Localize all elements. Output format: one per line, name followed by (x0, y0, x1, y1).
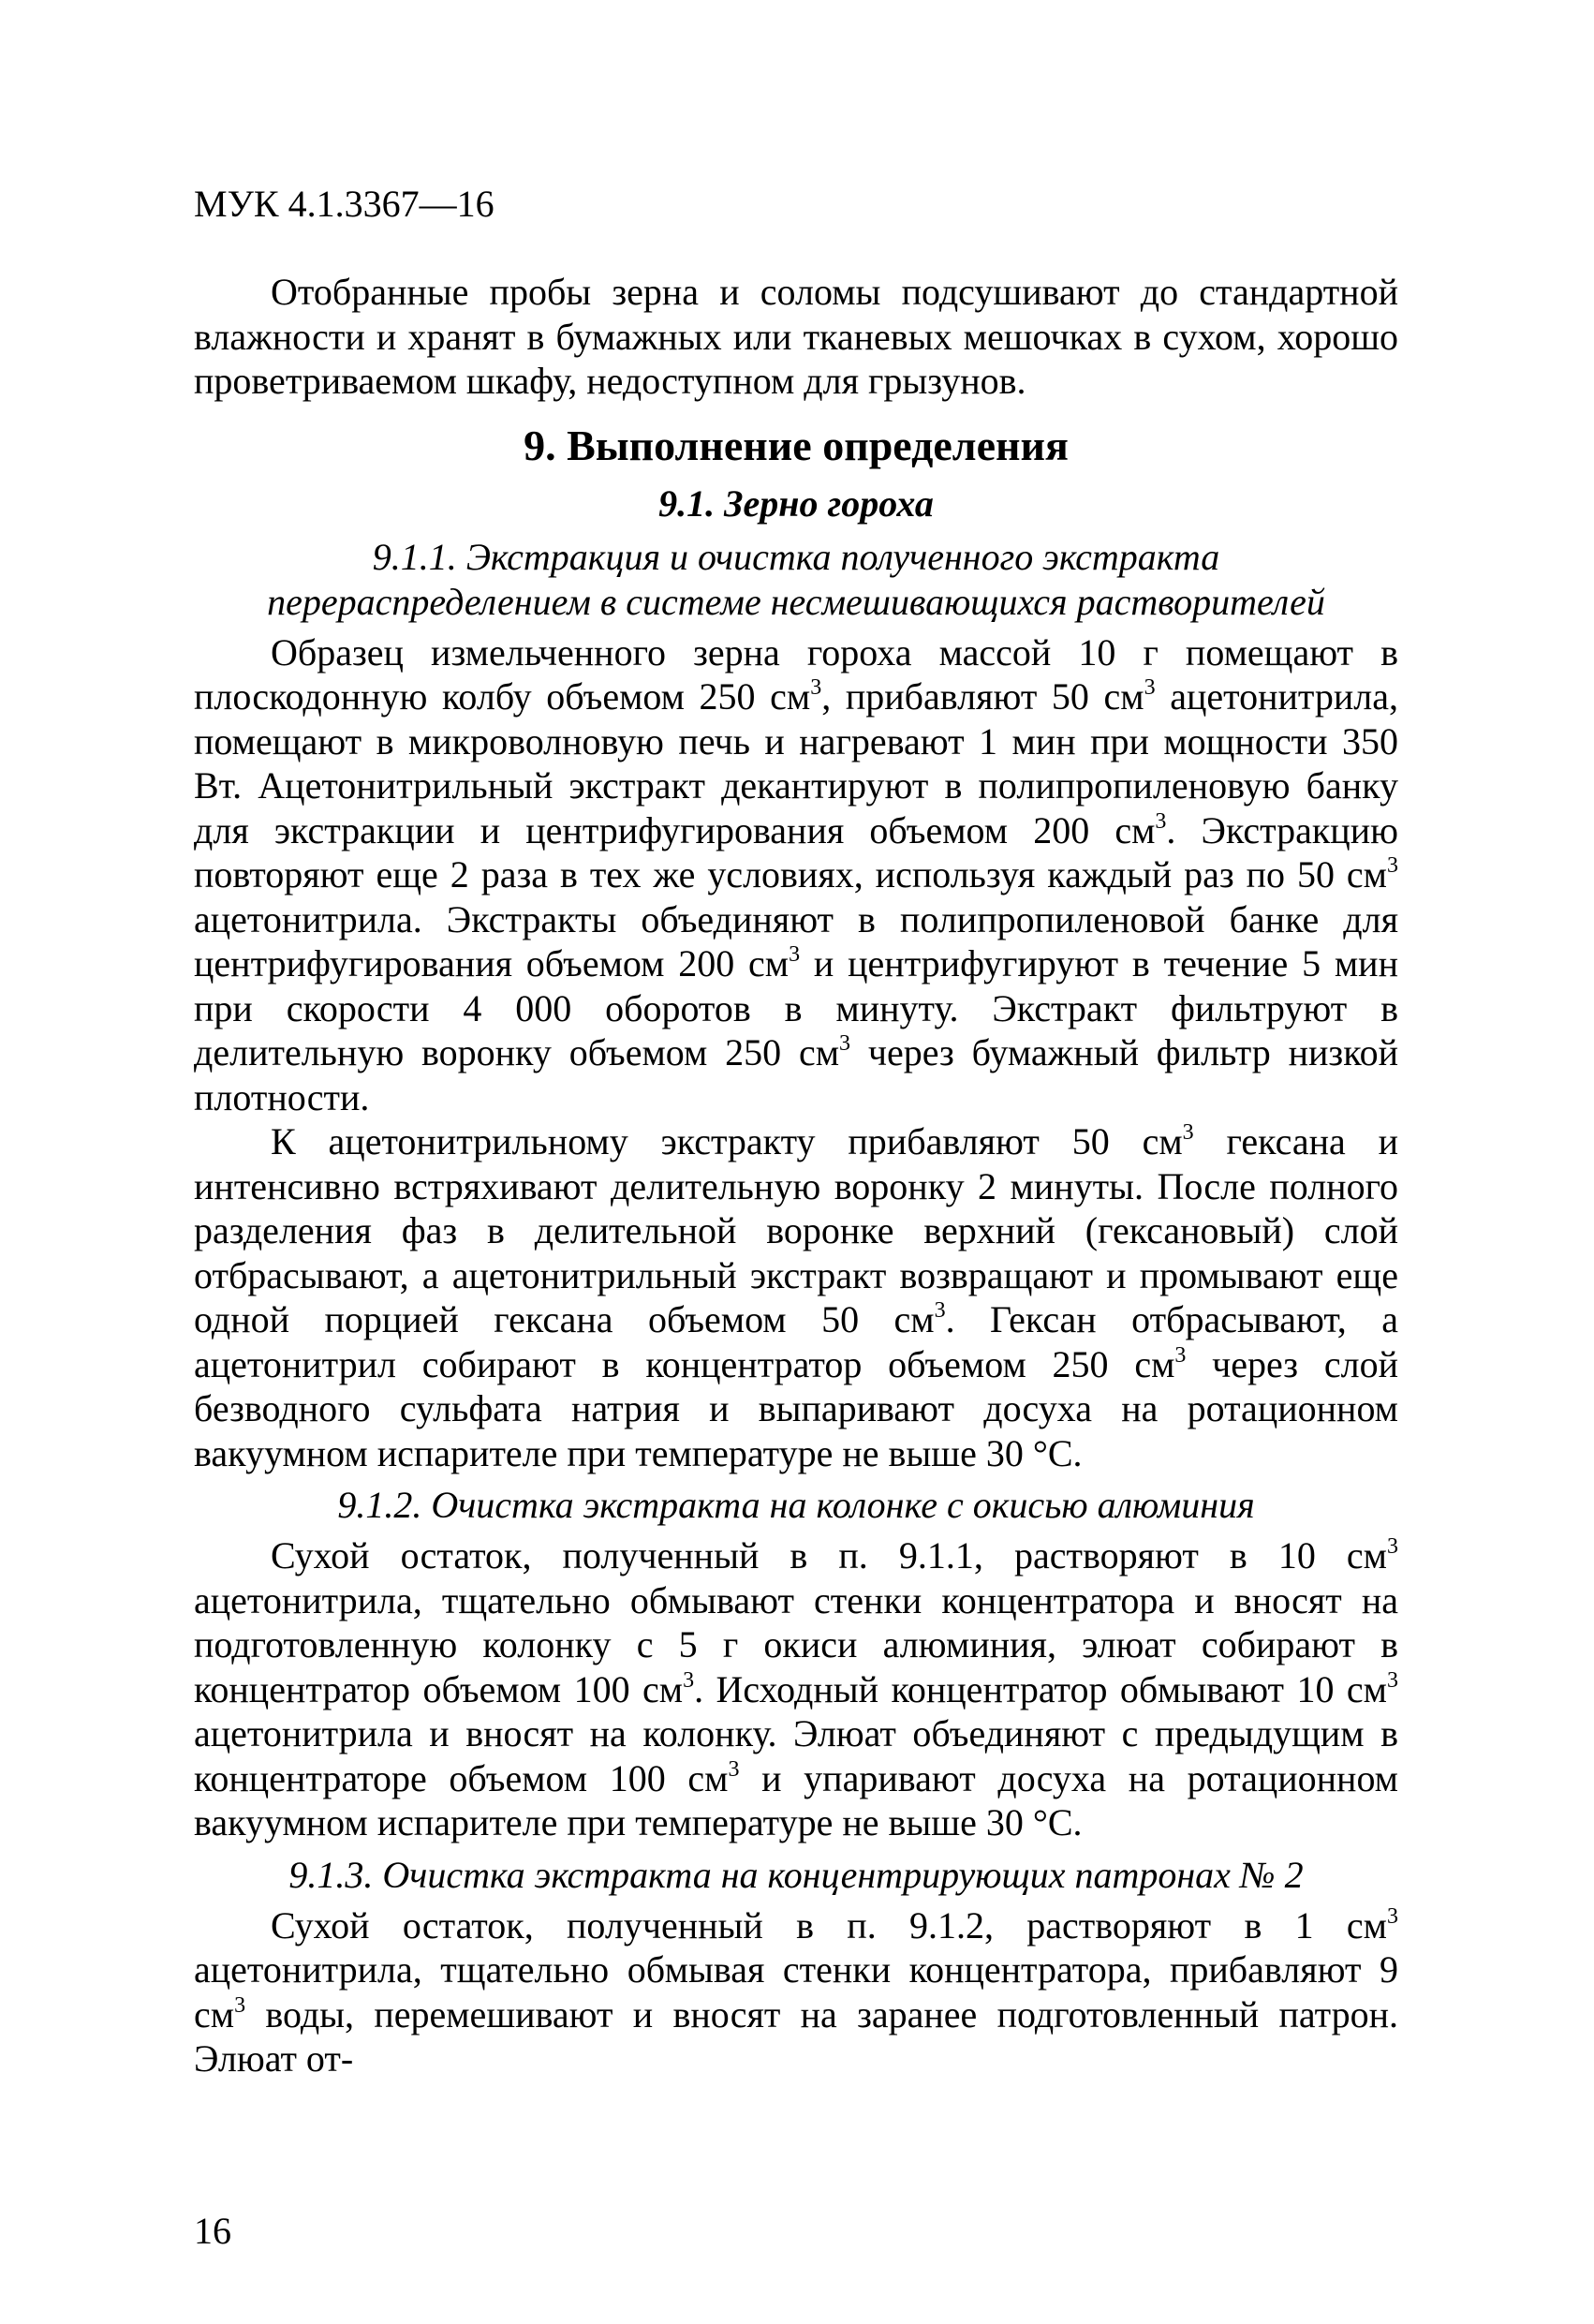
text-run: К ацетонитрильному экстракту прибавляют 50 см (271, 1120, 1183, 1162)
section-9-1-1-paragraph-1 (194, 630, 1398, 1120)
superscript: 3 (234, 1992, 246, 2018)
text-run: ацетонитрила, тщательно обмывают стенки концентратора и вносят на подготовленную колонку с 5 г окиси алюминия, элюат собирают в концентратор объемом 100 см (194, 1578, 1398, 1710)
superscript: 3 (728, 1756, 740, 1782)
section-9-1-2-paragraph-1 (194, 1533, 1398, 1845)
section-9-1-1-title-line2: перераспределением в системе несмешивающихся растворителей (267, 580, 1325, 623)
superscript: 3 (1387, 1534, 1398, 1559)
superscript: 3 (1174, 1342, 1187, 1368)
superscript: 3 (839, 1031, 851, 1056)
text-run: . Исходный концентратор обмывают 10 см (694, 1667, 1387, 1710)
section-9-1-title: 9.1. Зерно гороха (658, 481, 934, 525)
superscript: 3 (1387, 853, 1398, 878)
text-run: Образец измельченного зерна гороха массой 10 г помещают в плоскодонную колбу объемом 250 см (194, 630, 1398, 718)
text-run: ацетонитрила, помещают в микроволновую печь и нагревают 1 мин при мощности 350 Вт. Ацетонитрильный экстракт декантируют в полипропиленовую банку для экстракции и центрифугирования объемом 200 см (194, 675, 1398, 851)
superscript: 3 (934, 1298, 946, 1323)
superscript: 3 (1144, 675, 1156, 700)
document-header: МУК 4.1.3367—16 (194, 183, 494, 225)
text-run: и упаривают досуха на ротационном вакуумном испарителе при температуре не выше 30 °С. (194, 1756, 1398, 1843)
text-run: Сухой остаток, полученный в п. 9.1.2, растворяют в 1 см (271, 1903, 1387, 1947)
section-9-1-3-paragraph-1 (194, 1903, 1398, 2081)
text-run: воды, перемешивают и вносят на заранее подготовленный патрон. Элюат от- (194, 1992, 1398, 2080)
text-run: через бумажный фильтр низкой плотности. (194, 1031, 1398, 1118)
section-9-1-1-paragraph-2 (194, 1119, 1398, 1475)
text-run: ацетонитрила, тщательно обмывая стенки концентратора, прибавляют 9 см (194, 1948, 1398, 2035)
text-run: ацетонитрила. Экстракты объединяют в полипропиленовой банке для центрифугирования объемом 200 см (194, 897, 1398, 984)
superscript: 3 (1387, 1903, 1398, 1929)
document-body (194, 270, 1398, 2081)
text-run: Сухой остаток, полученный в п. 9.1.1, растворяют в 10 см (271, 1534, 1387, 1576)
text-run: , прибавляют 50 см (821, 675, 1144, 718)
text-run: через слой безводного сульфата натрия и выпаривают досуха на ротационном вакуумном испарителе при температуре не выше 30 °С. (194, 1342, 1398, 1474)
text-run: . Экстракцию повторяют еще 2 раза в тех же условиях, используя каждый раз по 50 см (194, 808, 1398, 896)
superscript: 3 (1182, 1120, 1194, 1145)
text-run: . Гексан отбрасывают, а ацетонитрил собирают в концентратор объемом 250 см (194, 1298, 1398, 1385)
section-9-title: 9. Выполнение определения (524, 421, 1069, 469)
superscript: 3 (789, 942, 801, 967)
page-number: 16 (194, 2210, 231, 2252)
section-9-1-3-title: 9.1.3. Очистка экстракта на концентрирующих патронах № 2 (288, 1853, 1304, 1896)
section-9-1-2-title: 9.1.2. Очистка экстракта на колонке с окисью алюминия (337, 1484, 1255, 1526)
text-run: гексана и интенсивно встряхивают делительную воронку 2 минуты. После полного разделения фаз в делительной воронке верхний (гексановый) слой отбрасывают, а ацетонитрильный экстракт возвращают и промывают еще одной порцией гексана объемом 50 см (194, 1120, 1398, 1340)
text-run: и центрифугируют в течение 5 мин при скорости 4 000 оборотов в минуту. Экстракт фильтруют в делительную воронку объемом 250 см (194, 942, 1398, 1073)
superscript: 3 (683, 1667, 695, 1693)
superscript: 3 (1155, 808, 1167, 834)
superscript: 3 (810, 675, 822, 700)
section-9-1-1-title-line1: 9.1.1. Экстракция и очистка полученного экстракта (372, 535, 1220, 578)
text-run: ацетонитрила и вносят на колонку. Элюат объединяют с предыдущим в концентраторе объемом 100 см (194, 1712, 1398, 1799)
intro-paragraph: Отобранные пробы зерна и соломы подсушивают до стандартной влажности и хранят в бумажных или тканевых мешочках в сухом, хорошо проветриваемом шкафу, недоступном для грызунов. (194, 271, 1398, 402)
superscript: 3 (1387, 1667, 1398, 1693)
section-9-1-1-title (194, 535, 1398, 625)
